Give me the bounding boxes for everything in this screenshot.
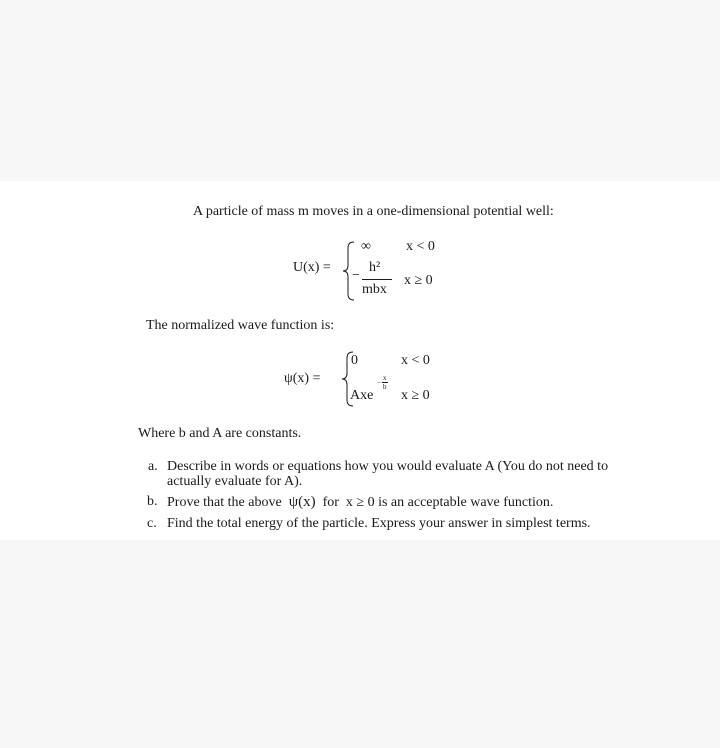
wave-intro-text: The normalized wave function is: — [146, 318, 335, 333]
question-b-letter: b. — [147, 494, 158, 509]
document-page — [0, 181, 720, 540]
potential-minus-sign: − — [352, 268, 360, 283]
potential-fraction-bar — [362, 279, 392, 280]
top-margin — [0, 0, 720, 181]
question-a-line1: Describe in words or equations how you would evaluate A (You do not need to — [167, 459, 609, 474]
question-a-letter: a. — [148, 459, 158, 474]
potential-cond-negative: x < 0 — [406, 239, 435, 254]
wave-zero: 0 — [351, 353, 358, 368]
wave-cond-nonnegative: x ≥ 0 — [401, 388, 430, 403]
potential-numerator: h² — [369, 260, 381, 275]
wave-exponent-sign: − — [377, 379, 381, 387]
potential-denominator: mbx — [362, 282, 387, 297]
wave-exponent-denominator: b — [383, 383, 387, 391]
question-b-pre: Prove that the above — [167, 495, 282, 510]
question-b-psi: ψ(x) — [288, 494, 316, 510]
wave-exponent-numerator: x — [383, 374, 387, 382]
question-b-for: for — [322, 495, 339, 510]
potential-lhs: U(x) = — [293, 260, 331, 275]
question-b-text — [167, 494, 553, 511]
question-c-letter: c. — [147, 516, 157, 531]
potential-cond-nonnegative: x ≥ 0 — [404, 273, 433, 288]
constants-note: Where b and A are constants. — [138, 426, 302, 441]
intro-text: A particle of mass m moves in a one-dimensional potential well: — [193, 204, 554, 219]
potential-infinity: ∞ — [361, 239, 371, 254]
question-c-text: Find the total energy of the particle. Express your answer in simplest terms. — [167, 516, 591, 531]
question-a-line2: actually evaluate for A). — [167, 474, 303, 489]
question-b-cond: x ≥ 0 — [345, 495, 375, 510]
bottom-margin — [0, 540, 720, 748]
wave-lhs: ψ(x) = — [284, 371, 321, 386]
question-b-post: is an acceptable wave function. — [378, 495, 554, 510]
wave-cond-negative: x < 0 — [401, 353, 430, 368]
wave-amplitude-exp: Axe — [350, 388, 374, 403]
